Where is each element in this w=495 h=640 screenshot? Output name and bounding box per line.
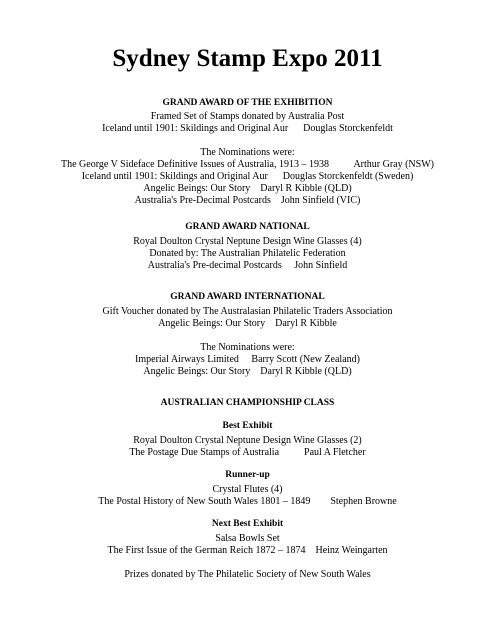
runner-up-prize: Crystal Flutes (4) — [212, 484, 283, 495]
subheading-runner-up: Runner-up — [225, 470, 270, 480]
section-heading-championship: AUSTRALIAN CHAMPIONSHIP CLASS — [160, 398, 335, 408]
grand-award-national-winner: Australia's Pre-decimal Postcards John Sinfield — [147, 260, 348, 271]
subheading-best-exhibit: Best Exhibit — [222, 421, 273, 431]
footer-note: Prizes donated by The Philatelic Society of New South Wales — [124, 569, 371, 580]
grand-award-exhibition-nominations-label: The Nominations were: — [200, 147, 295, 158]
section-heading-grand-award-international: GRAND AWARD INTERNATIONAL — [170, 292, 325, 302]
subheading-next-best-exhibit: Next Best Exhibit — [211, 519, 284, 529]
grand-award-exhibition-winner: Iceland until 1901: Skildings and Original Aur Douglas Storckenfeldt — [102, 123, 393, 134]
next-best-exhibit-prize: Salsa Bowls Set — [215, 533, 280, 544]
nomination-item: Iceland until 1901: Skildings and Original Aur Douglas Storckenfeldt (Sweden) — [81, 171, 414, 182]
grand-award-international-winner: Angelic Beings: Our Story Daryl R Kibble — [158, 318, 337, 329]
section-heading-grand-award-exhibition: GRAND AWARD OF THE EXHIBITION — [162, 98, 333, 108]
section-heading-grand-award-national: GRAND AWARD NATIONAL — [185, 222, 310, 232]
nomination-item: Imperial Airways Limited Barry Scott (New Zealand) — [135, 354, 360, 365]
nomination-item: Angelic Beings: Our Story Daryl R Kibble (QLD) — [143, 183, 352, 194]
page-title: Sydney Stamp Expo 2011 — [112, 45, 383, 72]
grand-award-international-nominations-label: The Nominations were: — [200, 342, 295, 353]
best-exhibit-winner: The Postage Due Stamps of Australia Paul A Fletcher — [129, 447, 366, 458]
grand-award-national-donor: Donated by: The Australian Philatelic Federation — [149, 248, 346, 259]
grand-award-exhibition-prize: Framed Set of Stamps donated by Australia Post — [150, 111, 345, 122]
nomination-item: The George V Sideface Definitive Issues of Australia, 1913 – 1938 Arthur Gray (NSW) — [61, 159, 434, 170]
runner-up-winner: The Postal History of New South Wales 1801 – 1849 Stephen Browne — [98, 496, 397, 507]
grand-award-national-prize: Royal Doulton Crystal Neptune Design Wine Glasses (4) — [133, 236, 362, 247]
nomination-item: Australia's Pre-Decimal Postcards John Sinfield (VIC) — [134, 195, 361, 206]
grand-award-international-prize: Gift Voucher donated by The Australasian Philatelic Traders Association — [102, 306, 393, 317]
best-exhibit-prize: Royal Doulton Crystal Neptune Design Wine Glasses (2) — [133, 435, 362, 446]
nomination-item: Angelic Beings: Our Story Daryl R Kibble (QLD) — [143, 366, 352, 377]
next-best-exhibit-winner: The First Issue of the German Reich 1872 – 1874 Heinz Weingarten — [107, 545, 388, 556]
